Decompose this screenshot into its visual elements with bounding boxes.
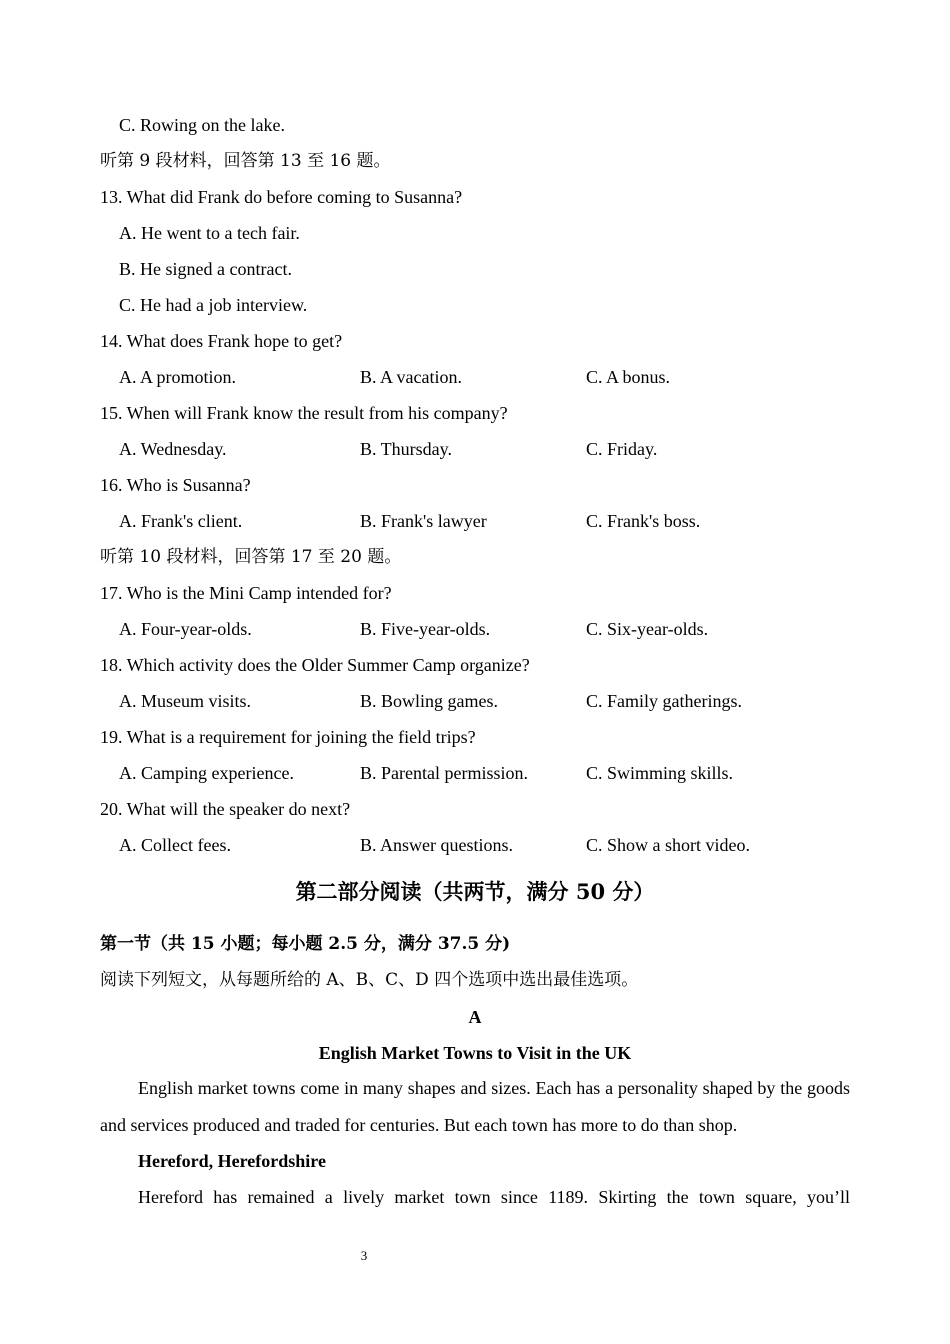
passage-letter: A <box>468 1007 482 1027</box>
q19-option-b: B. Parental permission. <box>360 763 528 783</box>
q18-option-b: B. Bowling games. <box>360 691 498 711</box>
subheading-hereford: Hereford, Herefordshire <box>138 1151 326 1171</box>
reading-instructions: 阅读下列短文，从每题所给的 A、B、C、D 四个选项中选出最佳选项。 <box>100 970 639 990</box>
q13-option-c: C. He had a job interview. <box>119 295 308 315</box>
section9-intro: 听第 9 段材料，回答第 13 至 16 题。 <box>100 151 391 171</box>
q17-option-c: C. Six-year-olds. <box>586 619 709 639</box>
q13-stem: 13. What did Frank do before coming to Susanna? <box>100 187 463 207</box>
q18-stem: 18. Which activity does the Older Summer Camp organize? <box>100 655 530 675</box>
q16-option-a: A. Frank's client. <box>119 511 243 531</box>
section1-title: 第一节（共 15 小题；每小题 2.5 分，满分 37.5 分) <box>100 934 511 954</box>
q16-option-c: C. Frank's boss. <box>586 511 701 531</box>
q13-option-a: A. He went to a tech fair. <box>119 223 300 243</box>
q14-option-b: B. A vacation. <box>360 367 462 387</box>
passage-title: English Market Towns to Visit in the UK <box>318 1043 632 1063</box>
q20-option-a: A. Collect fees. <box>119 835 231 855</box>
q15-option-a: A. Wednesday. <box>119 439 227 459</box>
q16-stem: 16. Who is Susanna? <box>100 475 251 495</box>
q15-option-c: C. Friday. <box>586 439 658 459</box>
hereford-text: Hereford has remained a lively market town since 1189. Skirting the town square, you’ll <box>138 1187 850 1207</box>
q18-option-a: A. Museum visits. <box>119 691 252 711</box>
q17-option-b: B. Five-year-olds. <box>360 619 491 639</box>
q20-option-b: B. Answer questions. <box>360 835 513 855</box>
passage-intro: English market towns come in many shapes and sizes. Each has a personality shaped by the goods and services produced and traded for centuries. But each town has more to do than shop. <box>100 1078 850 1135</box>
q15-option-b: B. Thursday. <box>360 439 452 459</box>
q14-option-a: A. A promotion. <box>119 367 237 387</box>
q19-option-c: C. Swimming skills. <box>586 763 734 783</box>
q14-option-c: C. A bonus. <box>586 367 671 387</box>
q20-stem: 20. What will the speaker do next? <box>100 799 351 819</box>
q15-stem: 15. When will Frank know the result from his company? <box>100 403 508 423</box>
q19-stem: 19. What is a requirement for joining the field trips? <box>100 727 476 747</box>
part2-title: 第二部分阅读（共两节，满分 50 分） <box>295 879 655 904</box>
q19-option-a: A. Camping experience. <box>119 763 294 783</box>
section10-intro: 听第 10 段材料，回答第 17 至 20 题。 <box>100 547 402 567</box>
q17-option-a: A. Four-year-olds. <box>119 619 252 639</box>
page-number: 3 <box>360 1248 368 1263</box>
q13-option-b: B. He signed a contract. <box>119 259 292 279</box>
q18-option-c: C. Family gatherings. <box>586 691 742 711</box>
q20-option-c: C. Show a short video. <box>586 835 750 855</box>
q17-stem: 17. Who is the Mini Camp intended for? <box>100 583 392 603</box>
q14-stem: 14. What does Frank hope to get? <box>100 331 343 351</box>
q12-option-c: C. Rowing on the lake. <box>119 115 285 135</box>
q16-option-b: B. Frank's lawyer <box>360 511 487 531</box>
